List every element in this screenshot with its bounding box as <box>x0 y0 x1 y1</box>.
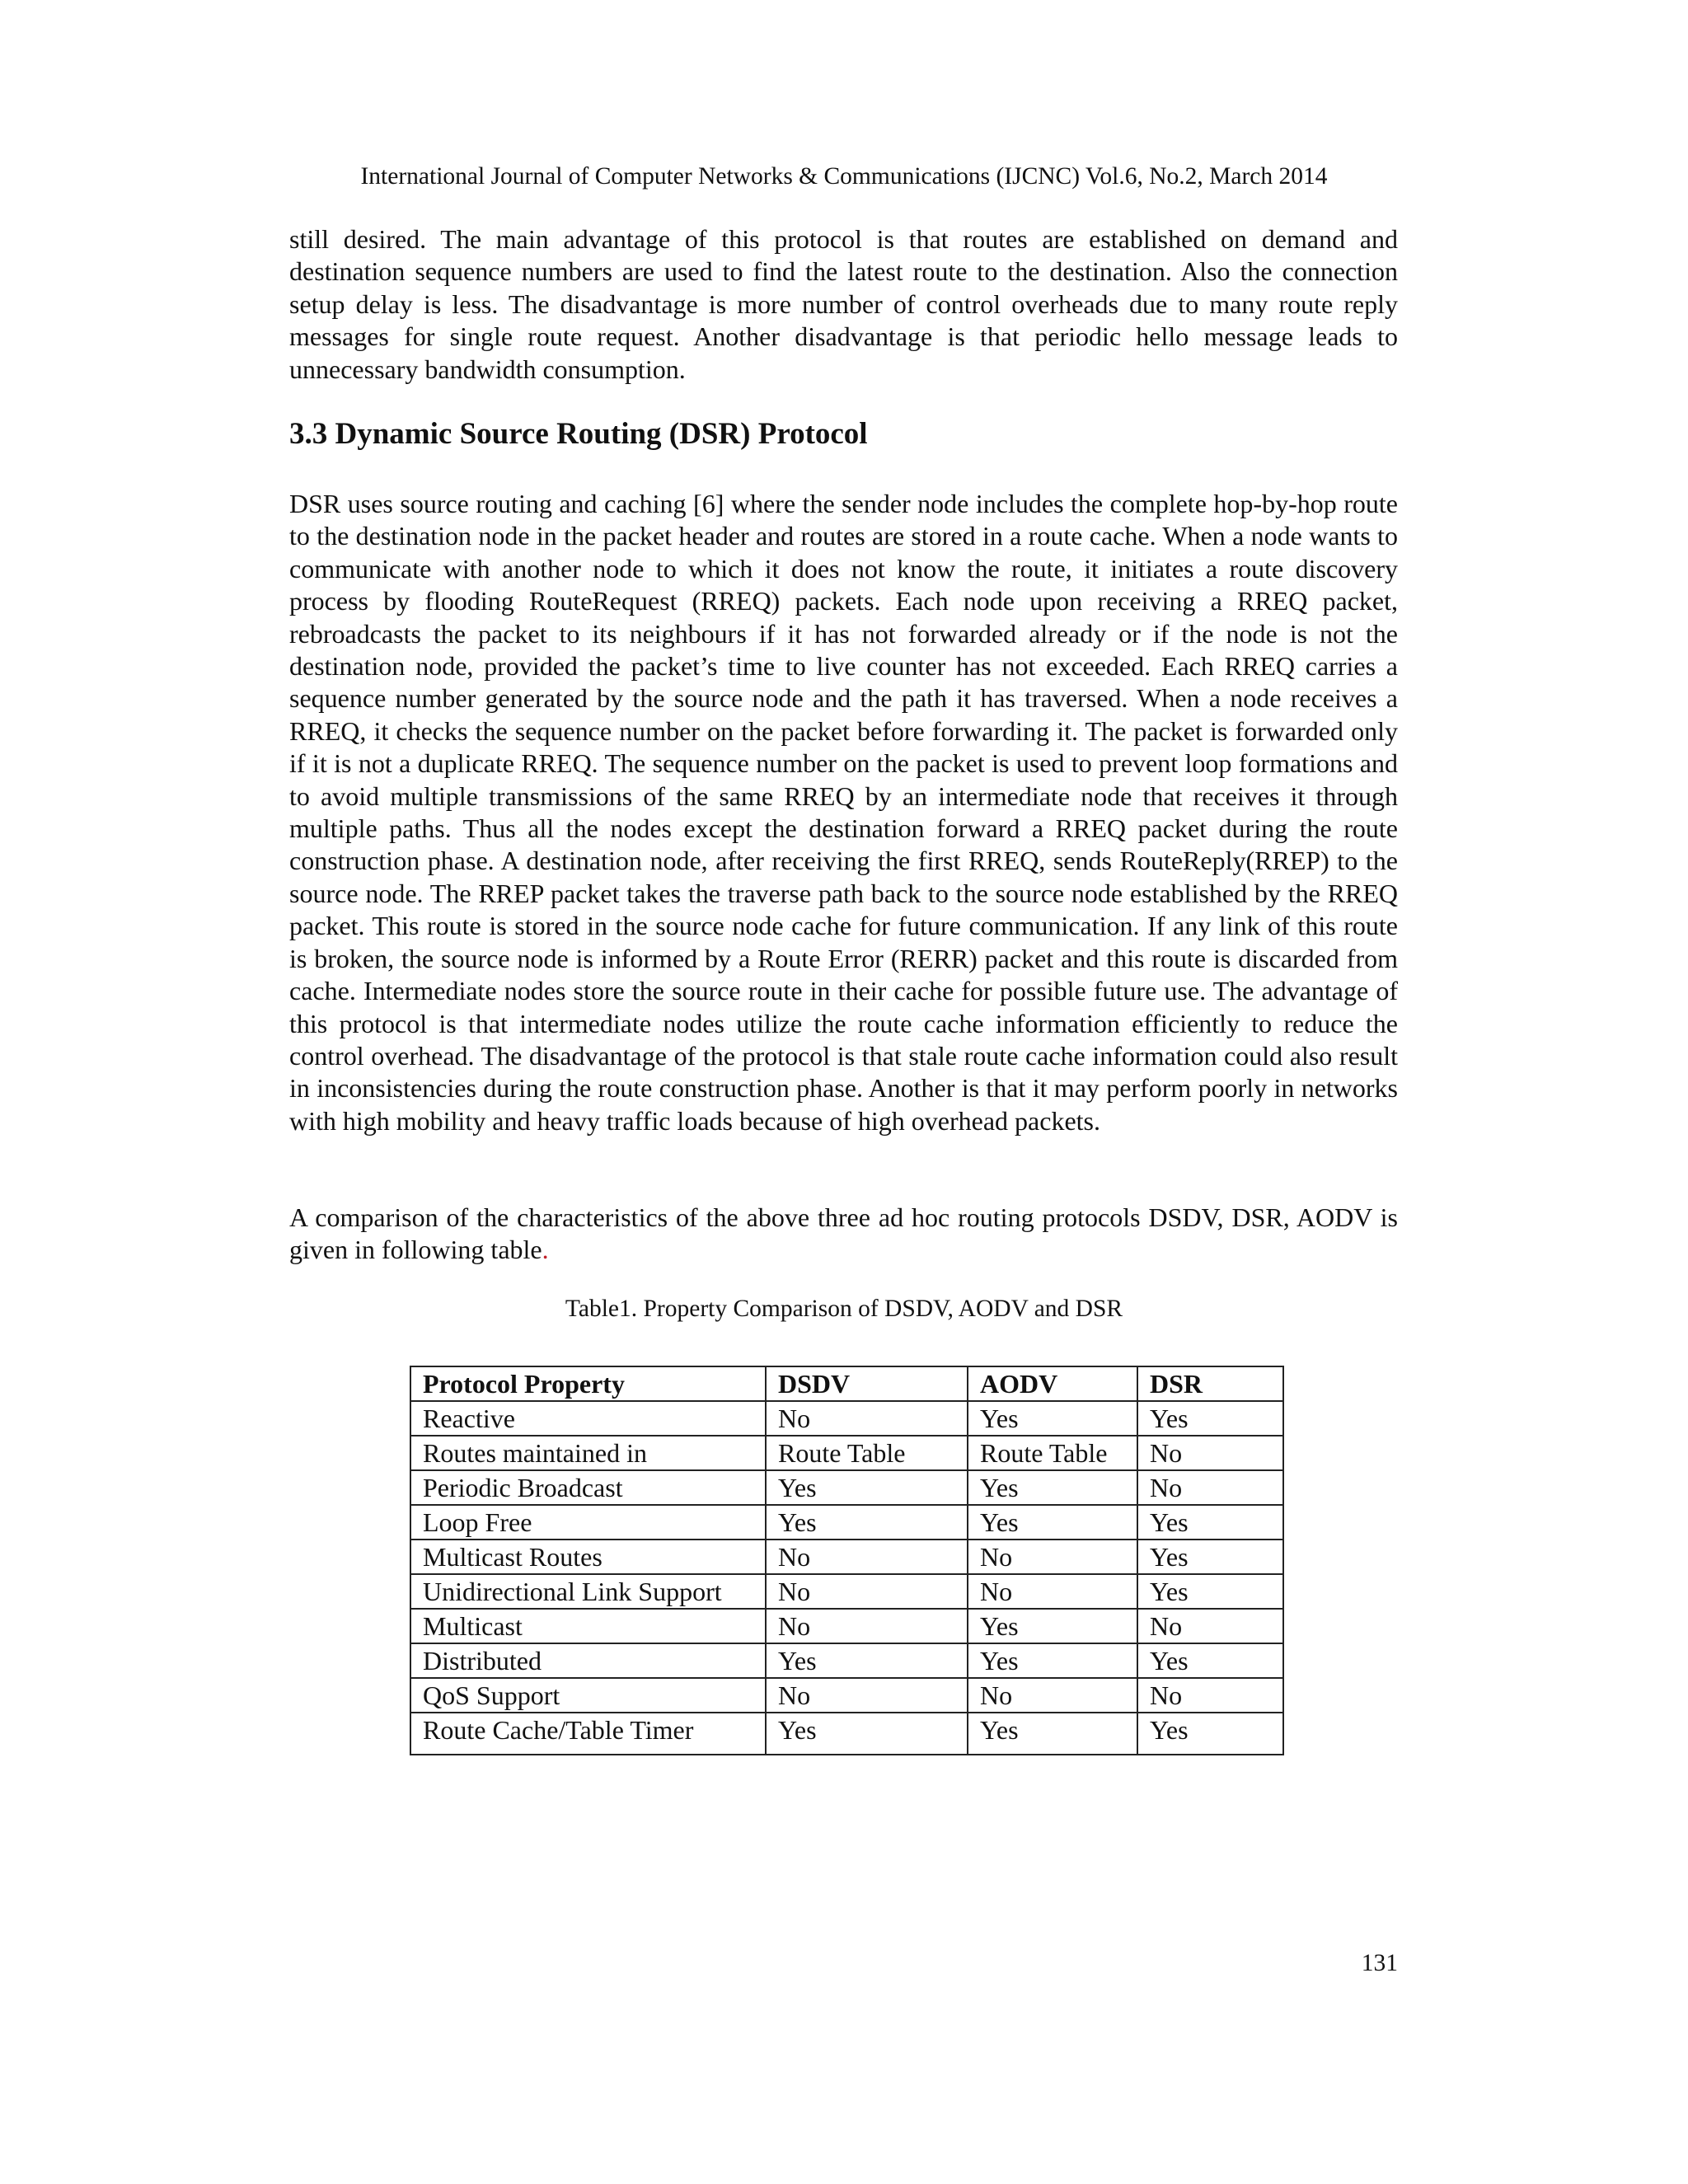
table-cell: Distributed <box>410 1643 766 1678</box>
table-cell: QoS Support <box>410 1678 766 1713</box>
table-cell: Yes <box>1137 1574 1283 1609</box>
table-cell: Yes <box>968 1470 1137 1505</box>
running-header: International Journal of Computer Networks & Communications (IJCNC) Vol.6, No.2, March 2014 <box>360 163 1328 190</box>
paragraph-aodv-conclusion <box>289 223 1398 386</box>
table-cell: Yes <box>1137 1713 1283 1755</box>
table-cell: Routes maintained in <box>410 1436 766 1470</box>
table-cell: Yes <box>1137 1401 1283 1436</box>
table-cell: Yes <box>968 1713 1137 1755</box>
section-heading: 3.3 Dynamic Source Routing (DSR) Protocol <box>289 417 868 451</box>
table-cell: Yes <box>968 1609 1137 1643</box>
table-cell: Multicast <box>410 1609 766 1643</box>
table-cell: No <box>766 1574 968 1609</box>
table-row <box>410 1574 1283 1609</box>
table-cell: Route Table <box>766 1436 968 1470</box>
table-cell: Yes <box>766 1713 968 1755</box>
table-cell: No <box>1137 1470 1283 1505</box>
paragraph-text: still desired. The main advantage of this protocol is that routes are established on demand and destination sequence numbers are used to find the latest route to the destination. Also the connection setup delay is less. The disadvantage is more number of control overheads due to many route reply messages for single route request. Another disadvantage is that periodic hello message leads to unnecessary bandwidth consumption. <box>289 224 1398 384</box>
table-cell: No <box>766 1678 968 1713</box>
paragraph-text: DSR uses source routing and caching [6] where the sender node includes the complete hop-by-hop route to the destination node in the packet header and routes are stored in a route cache. When a node wants to communicate with another node to which it does not know the route, it initiates a route discovery process by flooding RouteRequest (RREQ) packets. Each node upon receiving a RREQ packet, rebroadcasts the packet to its neighbours if it has not forwarded already or if the node is not the destination node, provided the packet’s time to live counter has not exceeded. Each RREQ carries a sequence number generated by the source node and the path it has traversed. When a node receives a RREQ, it checks the sequence number on the packet before forwarding it. The packet is forwarded only if it is not a duplicate RREQ. The sequence number on the packet is used to prevent loop formations and to avoid multiple transmissions of the same RREQ by an intermediate node that receives it through multiple paths. Thus all the nodes except the destination forward a RREQ packet during the route construction phase. A destination node, after receiving the first RREQ, sends RouteReply(RREP) to the source node. The RREP packet takes the traverse path back to the source node established by the RREQ packet. This route is stored in the source node cache for future communication. If any link of this route is broken, the source node is informed by a Route Error (RERR) packet and this route is discarded from cache. Intermediate nodes store the source route in their cache for possible future use. The advantage of this protocol is that intermediate nodes utilize the route cache information efficiently to reduce the control overhead. The disadvantage of the protocol is that stale route cache information could also result in inconsistencies during the route construction phase. Another is that it may perform poorly in networks with high mobility and heavy traffic loads because of high overhead packets. <box>289 489 1398 1136</box>
comparison-table <box>410 1366 1284 1755</box>
table-cell: Reactive <box>410 1401 766 1436</box>
table-cell: No <box>1137 1436 1283 1470</box>
paragraph-comparison <box>289 1202 1398 1267</box>
table-row <box>410 1470 1283 1505</box>
paragraph-text <box>289 1202 1398 1267</box>
table-row <box>410 1678 1283 1713</box>
table-header-cell: AODV <box>968 1366 1137 1401</box>
table-row <box>410 1609 1283 1643</box>
table-cell: Yes <box>1137 1643 1283 1678</box>
table-cell: No <box>968 1540 1137 1574</box>
table-cell: No <box>766 1401 968 1436</box>
paragraph-comparison-text: A comparison of the characteristics of the above three ad hoc routing protocols DSDV, DSR, AODV is given in following table <box>289 1202 1398 1265</box>
table-cell: Yes <box>766 1470 968 1505</box>
table-cell: Yes <box>766 1643 968 1678</box>
paragraph-dsr <box>289 488 1398 1137</box>
table-cell: No <box>968 1678 1137 1713</box>
table-cell: Yes <box>766 1505 968 1540</box>
table-cell: Yes <box>1137 1505 1283 1540</box>
table-header-cell: DSR <box>1137 1366 1283 1401</box>
table-cell: Unidirectional Link Support <box>410 1574 766 1609</box>
table-cell: No <box>968 1574 1137 1609</box>
table-body <box>410 1401 1283 1755</box>
table-cell: Periodic Broadcast <box>410 1470 766 1505</box>
table-header <box>410 1366 1283 1401</box>
table-cell: Multicast Routes <box>410 1540 766 1574</box>
table-cell: No <box>766 1609 968 1643</box>
table-header-cell: Protocol Property <box>410 1366 766 1401</box>
table-cell: Loop Free <box>410 1505 766 1540</box>
paragraph-comparison-period: . <box>542 1235 549 1265</box>
table-cell: Route Cache/Table Timer <box>410 1713 766 1755</box>
table-row <box>410 1540 1283 1574</box>
table-cell: Route Table <box>968 1436 1137 1470</box>
table-row <box>410 1505 1283 1540</box>
table-cell: No <box>1137 1609 1283 1643</box>
table-cell: No <box>1137 1678 1283 1713</box>
table-cell: Yes <box>968 1505 1137 1540</box>
table-cell: Yes <box>1137 1540 1283 1574</box>
table-header-row <box>410 1366 1283 1401</box>
table-caption: Table1. Property Comparison of DSDV, AODV and DSR <box>565 1296 1123 1322</box>
table-cell: Yes <box>968 1643 1137 1678</box>
table-cell: No <box>766 1540 968 1574</box>
table-cell: Yes <box>968 1401 1137 1436</box>
table-row <box>410 1713 1283 1755</box>
table-row <box>410 1401 1283 1436</box>
table-header-cell: DSDV <box>766 1366 968 1401</box>
page-number: 131 <box>1361 1950 1398 1976</box>
table-row <box>410 1436 1283 1470</box>
table-row <box>410 1643 1283 1678</box>
